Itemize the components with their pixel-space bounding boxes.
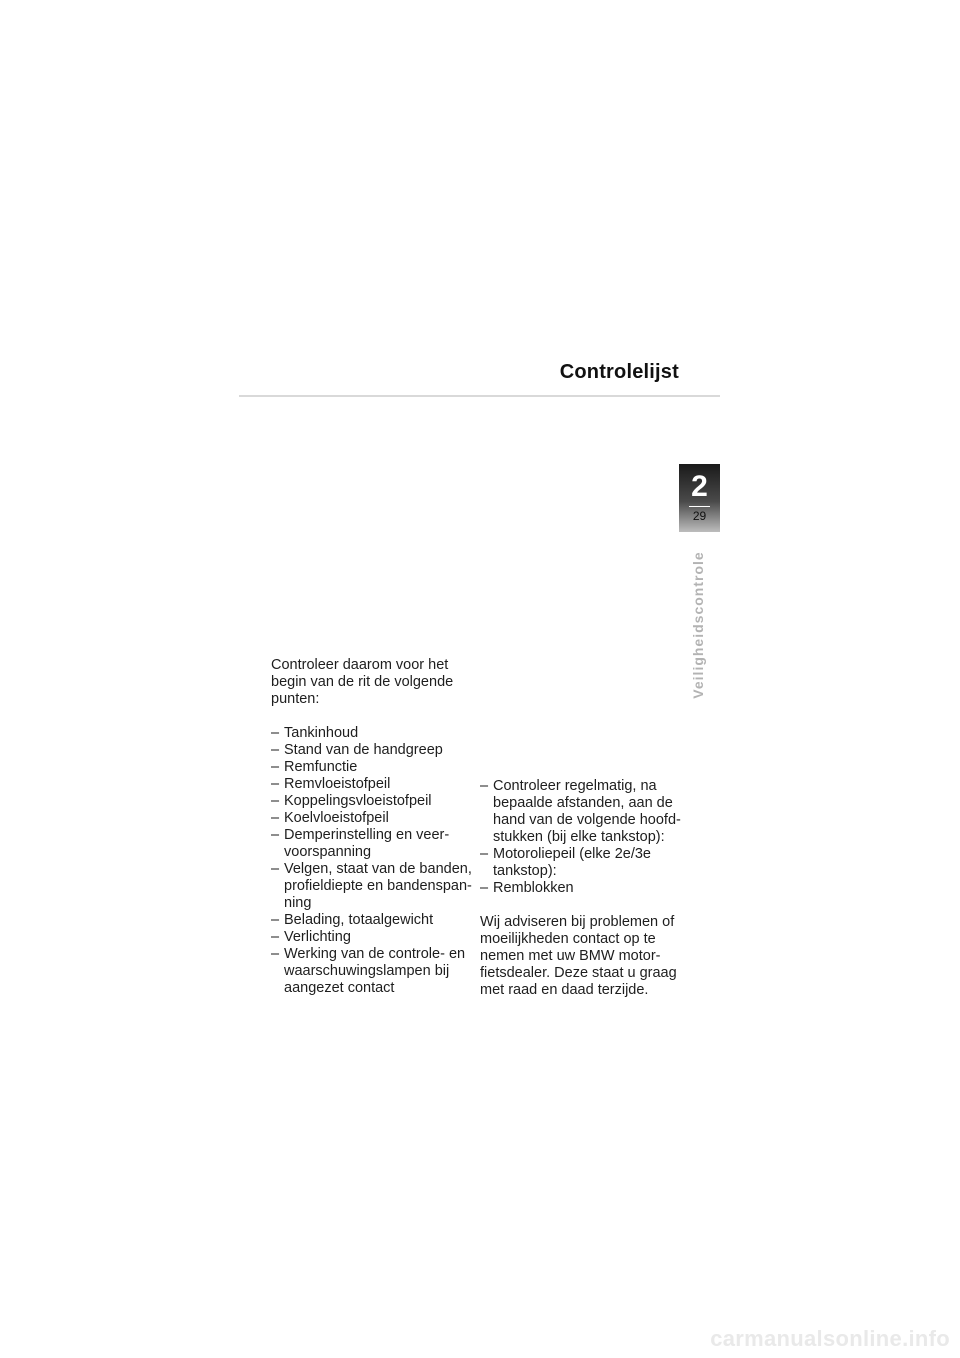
closing-paragraph: Wij adviseren bij problemen of moeilijkheden contact op te nemen met uw BMW motorfietsdealer. Deze staat u graag met raad en daad terzijde. bbox=[480, 914, 677, 998]
left-column bbox=[271, 657, 476, 997]
page-title: Controlelijst bbox=[559, 361, 679, 383]
list-item: – Koppelingsvloeistofpeil bbox=[271, 793, 476, 810]
list-item: – Demperinstelling en veervoorspanning bbox=[271, 827, 476, 861]
watermark: carmanualsonline.info bbox=[710, 1326, 950, 1351]
intro-paragraph: Controleer daarom voor het begin van de rit de volgende punten: bbox=[271, 657, 454, 707]
list-item: – Belading, totaalgewicht bbox=[271, 912, 476, 929]
list-item: – Werking van de controle- en waarschuwingslampen bij aangezet contact bbox=[271, 946, 476, 997]
list-item: – Tankinhoud bbox=[271, 725, 476, 742]
chapter-divider bbox=[689, 506, 710, 507]
page-number: 29 bbox=[692, 509, 707, 523]
pre-ride-checklist bbox=[271, 725, 476, 997]
list-item: – Velgen, staat van de banden, profieldiepte en bandenspanning bbox=[271, 861, 476, 912]
list-item: – Koelvloeistofpeil bbox=[271, 810, 476, 827]
list-item: – Remfunctie bbox=[271, 759, 476, 776]
list-item: – Controleer regelmatig, na bepaalde afstanden, aan de hand van de volgende hoofdstukken (bij elke tankstop): bbox=[480, 778, 695, 846]
header-divider bbox=[239, 395, 720, 397]
list-item: – Verlichting bbox=[271, 929, 476, 946]
periodic-checklist bbox=[480, 778, 695, 897]
list-item: – Motoroliepeil (elke 2e/3e tankstop): bbox=[480, 846, 695, 880]
spacer bbox=[480, 897, 695, 914]
right-column bbox=[480, 778, 695, 999]
chapter-tab bbox=[679, 464, 720, 532]
section-label: Veiligheidscontrole bbox=[690, 551, 706, 699]
list-item: – Remvloeistofpeil bbox=[271, 776, 476, 793]
spacer bbox=[271, 708, 476, 725]
chapter-number: 2 bbox=[691, 470, 708, 503]
list-item: – Remblokken bbox=[480, 880, 695, 897]
list-item: – Stand van de handgreep bbox=[271, 742, 476, 759]
